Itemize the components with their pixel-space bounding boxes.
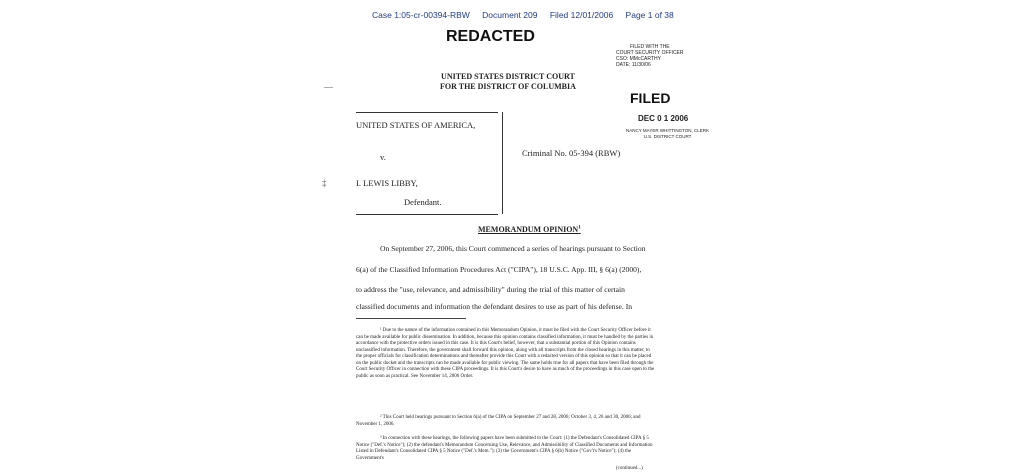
court-line1: UNITED STATES DISTRICT COURT: [441, 72, 575, 81]
criminal-number: Criminal No. 05-394 (RBW): [522, 148, 621, 158]
filed-date-header: Filed 12/01/2006: [549, 10, 614, 20]
body-line-1: On September 27, 2006, this Court commenced a series of hearings pursuant to Section: [380, 244, 646, 253]
case-header: [372, 10, 684, 20]
filed-stamp-label: FILED: [630, 90, 671, 106]
page-number: Page 1 of 38: [625, 10, 674, 20]
case-number: Case 1:05-cr-00394-RBW: [372, 10, 470, 20]
fn3-text: In connection with these hearings, the following papers have been submitted to the Court: (1) the Defendant's Consolidated CIPA § 5 Notice ("Def.'s Notice"); (2) the defendant's Memorandum Concerning Use, Relevance, and Admissibility of Classified Documents and Information Listed in Defendant's Consolidated CIPA § 5 Notice ("Def.'s Mem."); (3) the Government's CIPA § 6(b) Notice ("Gov't's Notice"); (4) the Government's: [356, 436, 653, 461]
cso-stamp-date: DATE: 11/30/06: [616, 62, 651, 68]
footnote-3: [356, 436, 656, 462]
clerk-line1: NANCY MAYER WHITTINGTON, CLERK: [626, 128, 710, 133]
footnote-continued: (continued...): [616, 466, 643, 471]
memorandum-title: [478, 225, 581, 234]
body-line-2: 6(a) of the Classified Information Procedures Act ("CIPA"), 18 U.S.C. App. III, § 6(a) (2000),: [356, 265, 642, 274]
document-number: Document 209: [482, 10, 538, 20]
document-page: [320, 0, 720, 474]
footnote-1: [356, 328, 656, 380]
cso-stamp-line2: COURT SECURITY OFFICER: [616, 50, 684, 56]
margin-mark: —: [324, 82, 333, 92]
fn2-text: This Court held hearings pursuant to Section 6(a) of the CIPA on September 27 and 28, 2006; October 3, 4, 26 and 30, 2006; and November 1, 2006.: [356, 415, 641, 427]
caption-top-rule: [356, 112, 498, 113]
cso-stamp-line1: FILED WITH THE: [629, 44, 670, 50]
fn3-marker: ³: [380, 436, 382, 441]
fn1-marker: ¹: [380, 328, 382, 333]
fn1-text: Due to the nature of the information contained in this Memorandum Opinion, it must be filed with the Court Security Officer before it can be made available for public dissemination. In addition, because this opinion contains classified information, it must be handled by the parties in accordance with the protective orders issued in this case. It is this Court's belief, however, that a substantial portion of this Opinion contains unclassified information. Therefore, the government shall forward this opinion, along with all transcripts from the closed hearings in this matter, to the proper officials for classification determinations and thereafter provide this Court with a redacted version of this opinion so that it can be placed on the public docket and the transcripts can be made available for public viewing. The same holds true for all papers that have been filed through the Court Security Officer in connection with these CIPA proceedings. It is this Court's desire to have as much of the proceedings in this case open to the public as soon as practical. See November 14, 2006 Order.: [356, 328, 655, 379]
footnote-2: [356, 415, 656, 428]
clerk-line2: U.S. DISTRICT COURT: [643, 134, 692, 139]
cso-stamp: [616, 44, 684, 68]
cso-stamp-cso: CSO: MMcCARTHY: [616, 56, 661, 62]
caption-bracket: [496, 112, 503, 214]
caption-plaintiff: UNITED STATES OF AMERICA,: [356, 120, 476, 130]
caption-versus: v.: [380, 152, 386, 162]
caption-bottom-rule: [356, 214, 498, 215]
filed-stamp-clerk: [626, 128, 709, 140]
court-line2: FOR THE DISTRICT OF COLUMBIA: [440, 82, 576, 91]
footnote-divider: [356, 318, 466, 319]
title-text: MEMORANDUM OPINION: [478, 225, 579, 234]
filed-stamp-date: DEC 0 1 2006: [638, 114, 689, 123]
body-line-3: to address the "use, relevance, and admissibility" during the trial of this matter of certain: [356, 285, 625, 294]
body-line-4: classified documents and information the defendant desires to use as part of his defense. In: [356, 302, 633, 311]
court-name: [440, 72, 576, 92]
title-footnote-ref: 1: [578, 225, 581, 231]
caption-defendant: I. LEWIS LIBBY,: [356, 178, 418, 188]
fn2-marker: ²: [380, 415, 382, 420]
margin-mark: ‡: [322, 178, 327, 188]
caption-defendant-label: Defendant.: [404, 197, 442, 207]
redacted-label: REDACTED: [446, 28, 535, 45]
